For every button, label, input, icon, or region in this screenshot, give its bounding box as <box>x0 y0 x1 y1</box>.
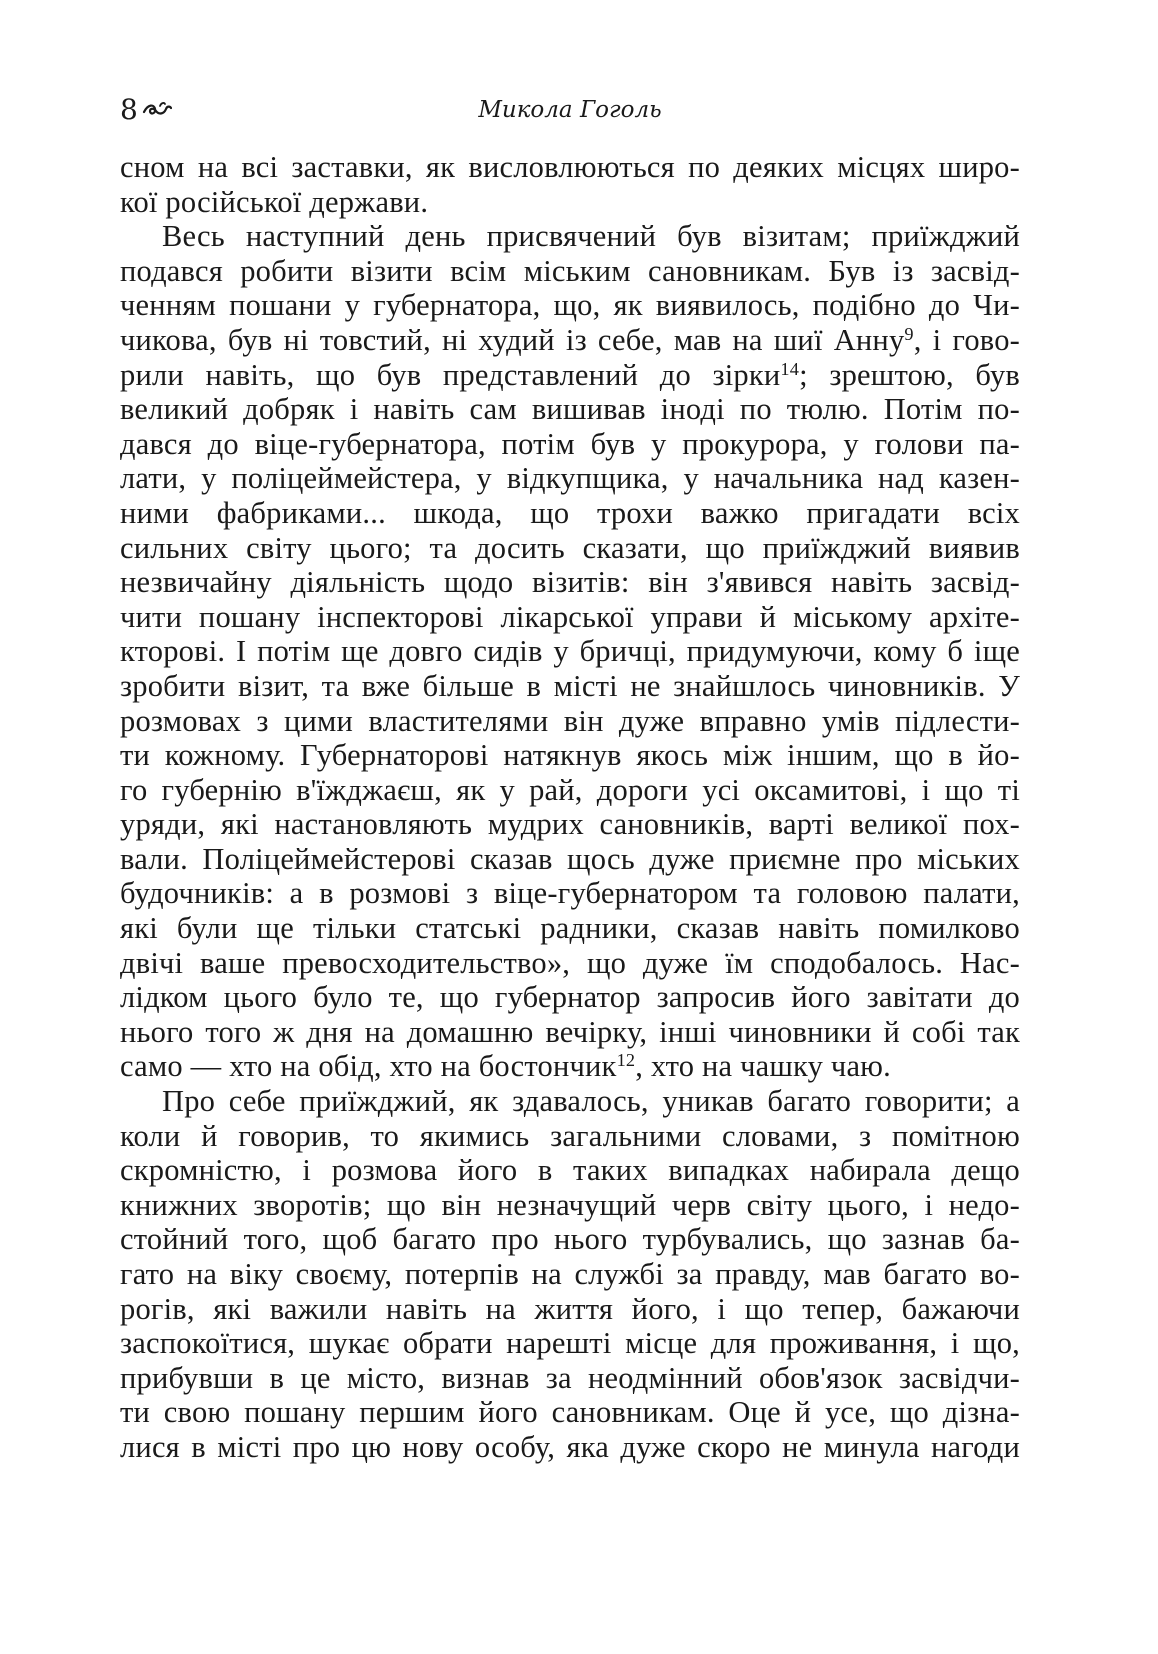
text-line <box>120 980 1020 1015</box>
text-line <box>120 669 1020 704</box>
text-line-content: стойний того, щоб багато про нього турбувались, що зазнав ба- <box>120 1222 1020 1257</box>
text-line-content: розмовах з цими властителями він дуже вправно умів підлести- <box>120 703 1020 738</box>
text-line-content: Про себе приїжджий, як здавалось, уникав багато говорити; а <box>162 1084 1020 1119</box>
text-line-content: чикова, був ні товстий, ні худий із себе, мав на шиї Анну <box>120 322 905 357</box>
text-line <box>120 773 1020 808</box>
text-line <box>120 1326 1020 1361</box>
text-line <box>120 219 1020 254</box>
text-line <box>120 392 1020 427</box>
text-line-content: вали. Поліцеймейстерові сказав щось дуже приємне про міських <box>120 841 1020 876</box>
text-line-content: сном на всі заставки, як висловлюються по деяких місцях широ- <box>120 150 1020 184</box>
text-line-content: ченням пошани у губернатора, що, як виявилось, подібно до Чи- <box>120 288 1020 323</box>
text-line-content: великий добряк і навіть сам вишивав іноді по тюлю. Потім по- <box>120 392 1020 427</box>
text-line <box>120 461 1020 496</box>
text-line-content: скромністю, і розмова його в таких випадках набирала дещо <box>120 1153 1020 1188</box>
text-line-content: зробити візит, та вже більше в місті не знайшлось чиновників. У <box>120 668 1020 703</box>
text-line-content: уряди, які настановляють мудрих сановників, варті великої пох- <box>120 807 1020 842</box>
text-line-content: ти кожному. Губернаторові натякнув якось між іншим, що в йо- <box>120 738 1020 773</box>
body-text <box>120 150 1020 1465</box>
text-line-content: які були ще тільки статські радники, сказав навіть помилково <box>120 911 1020 946</box>
text-line <box>120 531 1020 566</box>
text-line-continuation: , і гово- <box>913 322 1021 357</box>
text-line-continuation: ; зрештою, був <box>799 357 1020 392</box>
text-line <box>120 911 1020 946</box>
text-line <box>120 185 1020 220</box>
text-line <box>120 1292 1020 1327</box>
text-line <box>120 288 1020 323</box>
text-line-content: само — хто на обід, хто на бостончик <box>120 1049 617 1084</box>
text-line-content: нього того ж дня на домашню вечірку, інші чиновники й собі так <box>120 1014 1020 1049</box>
text-line <box>120 358 1020 393</box>
text-line <box>120 1395 1020 1430</box>
text-line <box>120 807 1020 842</box>
text-line-content: сильних світу цього; та досить сказати, що приїжджий виявив <box>120 530 1020 565</box>
text-line-content: го губернію в'їжджаєш, як у рай, дороги усі оксамитові, і що ті <box>120 772 1020 807</box>
text-line-content: коли й говорив, то якимись загальними словами, з помітною <box>120 1118 1020 1153</box>
text-line <box>120 565 1020 600</box>
running-title: Микола Гоголь <box>478 97 662 123</box>
footnote-marker: 14 <box>780 358 800 379</box>
text-line <box>120 150 1020 185</box>
text-line <box>120 842 1020 877</box>
text-line <box>120 738 1020 773</box>
text-line <box>120 1430 1020 1465</box>
text-line <box>120 1257 1020 1292</box>
page-number: 8 <box>120 93 138 126</box>
text-line-content: дався до віце-губернатора, потім був у прокурора, у голови па- <box>120 426 1020 461</box>
text-line-content: будочників: а в розмові з віце-губернатором та головою палати, <box>120 876 1020 911</box>
text-line-content: незвичайну діяльність щодо візитів: він з'явився навіть засвід- <box>120 565 1020 600</box>
text-line <box>120 496 1020 531</box>
text-line-content: прибувши в це місто, визнав за неодмінний обов'язок засвідчи- <box>120 1360 1020 1395</box>
text-line <box>120 254 1020 289</box>
text-line-content: лати, у поліцеймейстера, у відкупщика, у начальника над казен- <box>120 461 1020 496</box>
text-line-content: двічі ваше превосходительство», що дуже їм сподобалось. Нас- <box>120 945 1020 980</box>
text-line <box>120 1015 1020 1050</box>
text-line <box>120 323 1020 358</box>
footnote-marker: 9 <box>904 323 914 344</box>
running-head <box>120 90 1020 130</box>
text-line <box>120 1119 1020 1154</box>
text-line <box>120 1188 1020 1223</box>
text-line-content: ти свою пошану першим його сановникам. Оце й усе, що дізна- <box>120 1395 1020 1430</box>
text-line <box>120 946 1020 981</box>
text-line-content: ними фабриками... шкода, що трохи важко пригадати всіх <box>120 495 1020 530</box>
text-line-content: книжних зворотів; що він незначущий черв світу цього, і недо- <box>120 1187 1020 1222</box>
text-line-continuation: , хто на чашку чаю. <box>635 1049 891 1084</box>
text-line <box>120 427 1020 462</box>
text-line <box>120 634 1020 669</box>
text-line-content: гато на віку своєму, потерпів на службі за правду, мав багато во- <box>120 1257 1020 1291</box>
text-line-content: рили навіть, що був представлений до зірки <box>120 357 781 392</box>
text-line-content: Весь наступний день присвячений був візитам; приїжджий <box>162 219 1020 254</box>
text-line <box>120 704 1020 739</box>
text-line-content: чити пошану інспекторові лікарської управи й міському архіте- <box>120 599 1020 634</box>
text-line <box>120 600 1020 635</box>
text-line-content: кторові. І потім ще довго сидів у бричці, придумуючи, кому б іще <box>120 634 1020 669</box>
text-line-content: лідком цього було те, що губернатор запросив його завітати до <box>120 980 1020 1015</box>
text-line <box>120 876 1020 911</box>
text-line <box>120 1153 1020 1188</box>
text-line-content: рогів, які важили навіть на життя його, і що тепер, бажаючи <box>120 1291 1020 1326</box>
text-line-content: кої російської держави. <box>120 184 429 219</box>
text-line-content: подався робити візити всім міським сановникам. Був із засвід- <box>120 253 1020 288</box>
text-line <box>120 1361 1020 1396</box>
text-line-content: заспокоїтися, шукає обрати нарешті місце для проживання, і що, <box>120 1326 1020 1361</box>
text-line <box>120 1084 1020 1119</box>
text-line <box>120 1222 1020 1257</box>
text-line <box>120 1049 1020 1084</box>
footnote-marker: 12 <box>616 1050 636 1071</box>
text-line-content: лися в місті про цю нову особу, яка дуже скоро не минула нагоди <box>120 1429 1020 1464</box>
